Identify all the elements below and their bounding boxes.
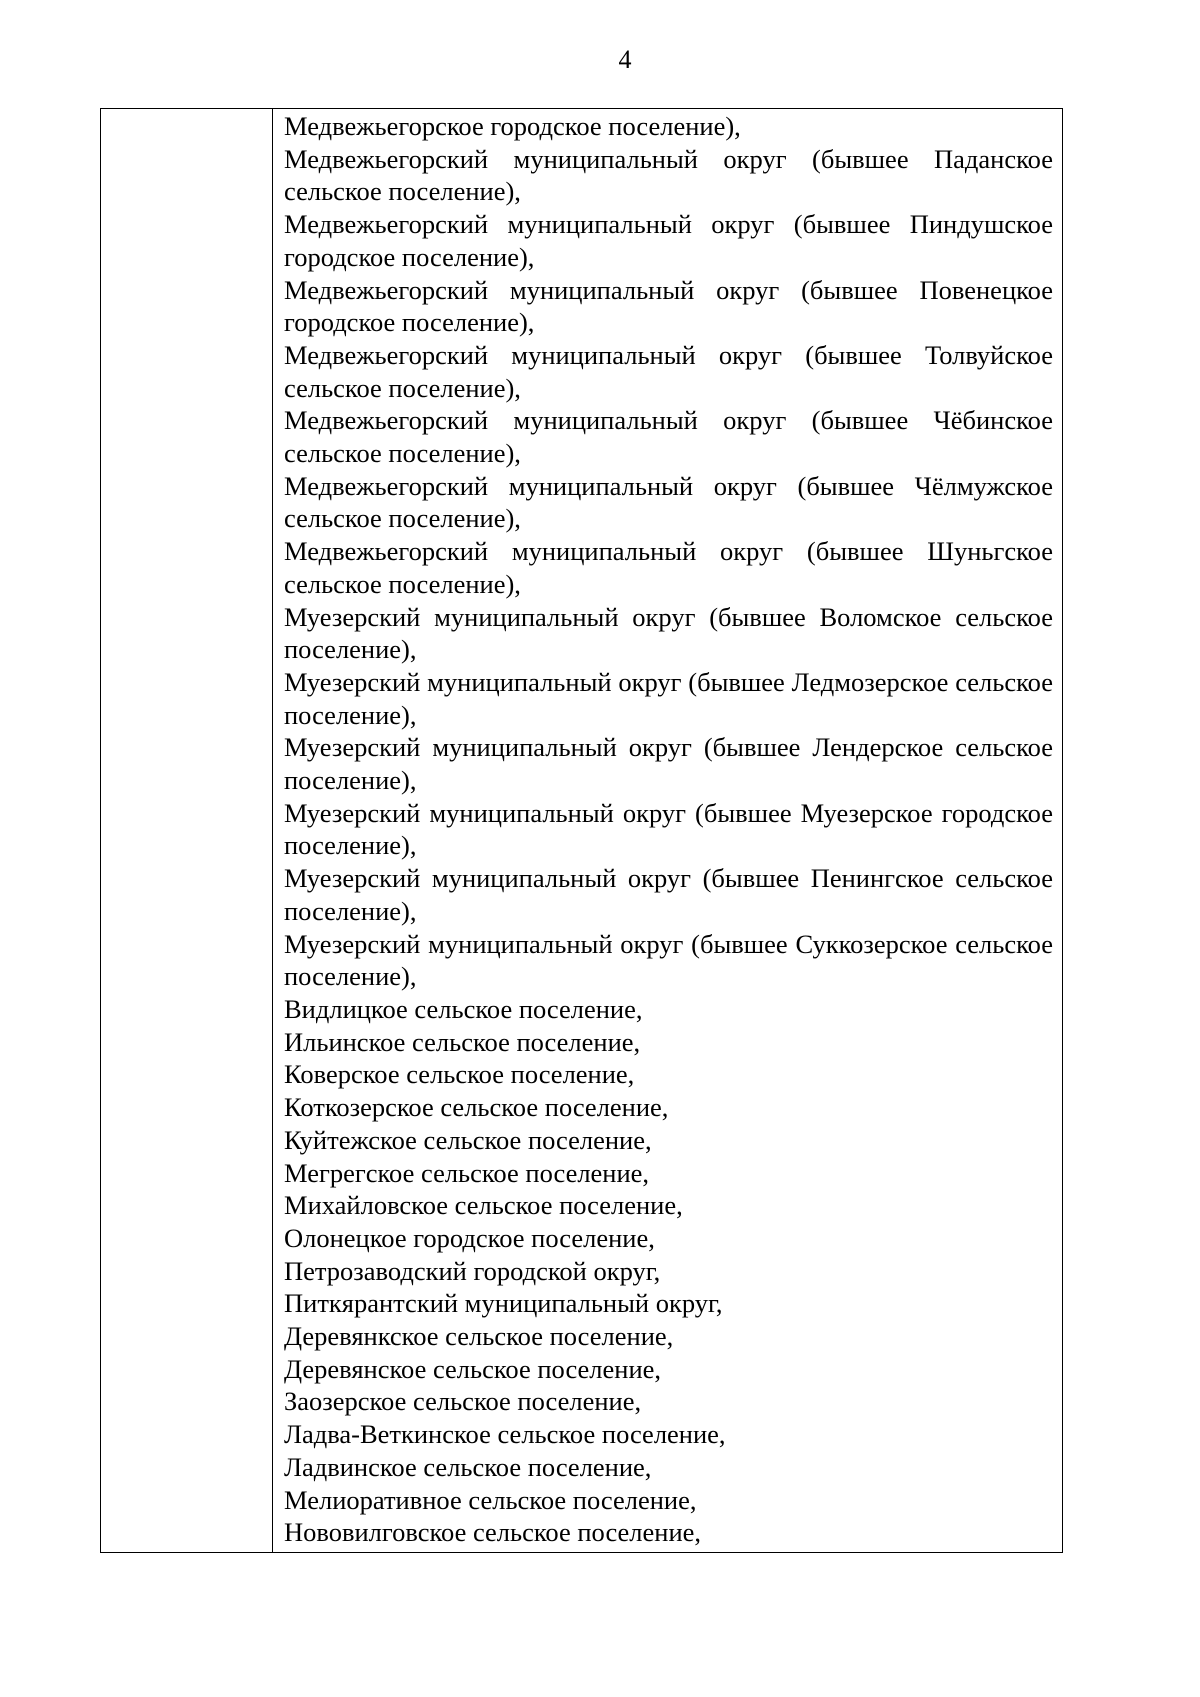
- document-table: [100, 108, 1063, 1553]
- list-item: Видлицкое сельское поселение,: [284, 993, 643, 1024]
- list-item: Медвежьегорский муниципальный округ (бывшее Паданское сельское поселение),: [284, 143, 1053, 207]
- list-item: Коткозерское сельское поселение,: [284, 1092, 669, 1123]
- list-item: Муезерский муниципальный округ (бывшее Ледмозерское сельское поселение),: [284, 666, 1053, 730]
- list-item: Михайловское сельское поселение,: [284, 1190, 683, 1221]
- list-item: Куйтежское сельское поселение,: [284, 1124, 652, 1155]
- table-left-cell: [101, 109, 273, 1552]
- list-item: Медвежьегорский муниципальный округ (бывшее Пиндушское городское поселение),: [284, 209, 1053, 272]
- list-item: Медвежьегорский муниципальный округ (бывшее Чёлмужское сельское поселение),: [284, 470, 1053, 534]
- page-number: 4: [618, 45, 632, 74]
- list-item: Ильинское сельское поселение,: [284, 1026, 641, 1057]
- list-item: Муезерский муниципальный округ (бывшее Воломское сельское поселение),: [284, 601, 1053, 665]
- list-item: Муезерский муниципальный округ (бывшее Муезерское городское поселение),: [284, 797, 1053, 861]
- list-item: Ладва-Веткинское сельское поселение,: [284, 1419, 726, 1450]
- list-item: Мелиоративное сельское поселение,: [284, 1484, 697, 1515]
- list-item: Деревянкское сельское поселение,: [284, 1321, 674, 1352]
- list-item: Мегрегское сельское поселение,: [284, 1157, 650, 1188]
- list-item: Муезерский муниципальный округ (бывшее Суккозерское сельское поселение),: [284, 928, 1053, 992]
- list-item: Коверское сельское поселение,: [284, 1059, 635, 1090]
- list-item: Олонецкое городское поселение,: [284, 1222, 655, 1253]
- list-item: Заозерское сельское поселение,: [284, 1386, 642, 1417]
- list-item: Ладвинское сельское поселение,: [284, 1451, 652, 1482]
- list-item: Питкярантский муниципальный округ,: [284, 1288, 723, 1319]
- table-right-cell: [273, 109, 1062, 1552]
- list-item: Медвежьегорский муниципальный округ (бывшее Толвуйское сельское поселение),: [284, 339, 1053, 403]
- list-item: Деревянское сельское поселение,: [284, 1353, 662, 1384]
- list-item: Муезерский муниципальный округ (бывшее Лендерское сельское поселение),: [284, 732, 1053, 796]
- list-item: Медвежьегорское городское поселение),: [284, 111, 741, 141]
- list-item: Муезерский муниципальный округ (бывшее Пенингское сельское поселение),: [284, 863, 1053, 926]
- list-item: Нововилговское сельское поселение,: [284, 1517, 702, 1548]
- list-item: Медвежьегорский муниципальный округ (бывшее Шуньгское сельское поселение),: [284, 536, 1053, 599]
- list-item: Петрозаводский городской округ,: [284, 1255, 661, 1286]
- list-item: Медвежьегорский муниципальный округ (бывшее Чёбинское сельское поселение),: [284, 405, 1053, 469]
- list-item: Медвежьегорский муниципальный округ (бывшее Повенецкое городское поселение),: [284, 274, 1053, 338]
